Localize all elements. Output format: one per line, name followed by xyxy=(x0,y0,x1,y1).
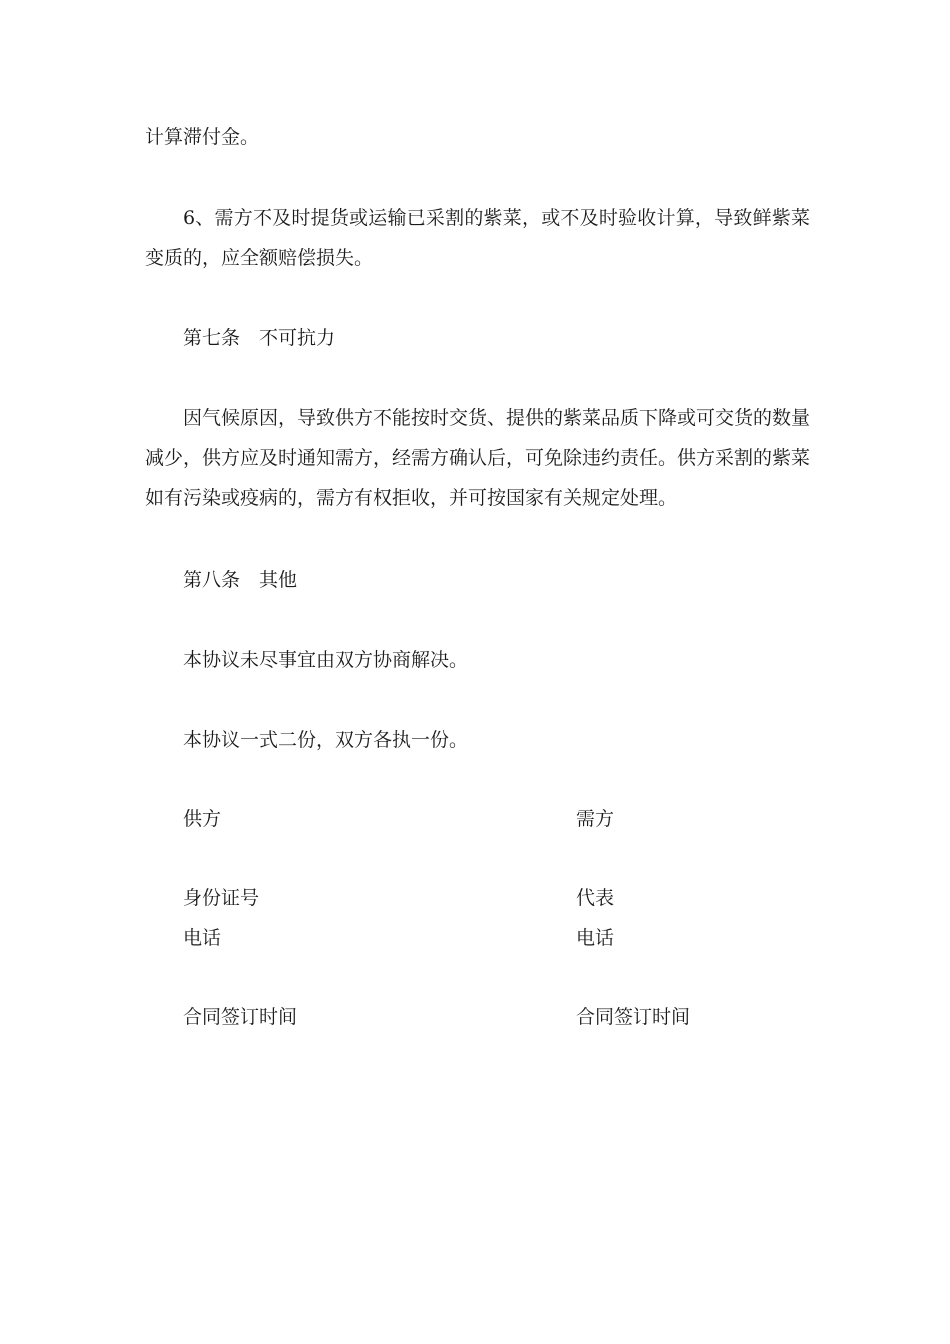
buyer-representative-label: 代表 xyxy=(576,887,615,909)
paragraph-continuation: 计算滞付金。 xyxy=(145,126,260,148)
article-7-body: 因气候原因，导致供方不能按时交货、提供的紫菜品质下降或可交货的数量减少，供方应及时通知需方，经需方确认后，可免除违约责任。供方采割的紫菜如有污染或疫病的，需方有权拒收，并可按国家有关规定处理。 xyxy=(145,407,811,509)
article-7-heading: 第七条 不可抗力 xyxy=(183,327,336,349)
supplier-label: 供方 xyxy=(183,808,222,830)
supplier-phone-label: 电话 xyxy=(183,927,222,949)
clause-6-paragraph: 6、需方不及时提货或运输已采割的紫菜，或不及时验收计算，导致鲜紫菜变质的，应全额赔偿损失。 xyxy=(145,207,810,269)
article-8-paragraph-2: 本协议一式二份，双方各执一份。 xyxy=(183,729,469,751)
article-8-paragraph-1: 本协议未尽事宜由双方协商解决。 xyxy=(183,649,469,671)
article-8-heading: 第八条 其他 xyxy=(183,569,298,591)
supplier-id-label: 身份证号 xyxy=(183,887,260,909)
buyer-signing-date-label: 合同签订时间 xyxy=(576,1006,691,1028)
buyer-phone-label: 电话 xyxy=(576,927,615,949)
buyer-label: 需方 xyxy=(576,808,615,830)
supplier-signing-date-label: 合同签订时间 xyxy=(183,1006,298,1028)
